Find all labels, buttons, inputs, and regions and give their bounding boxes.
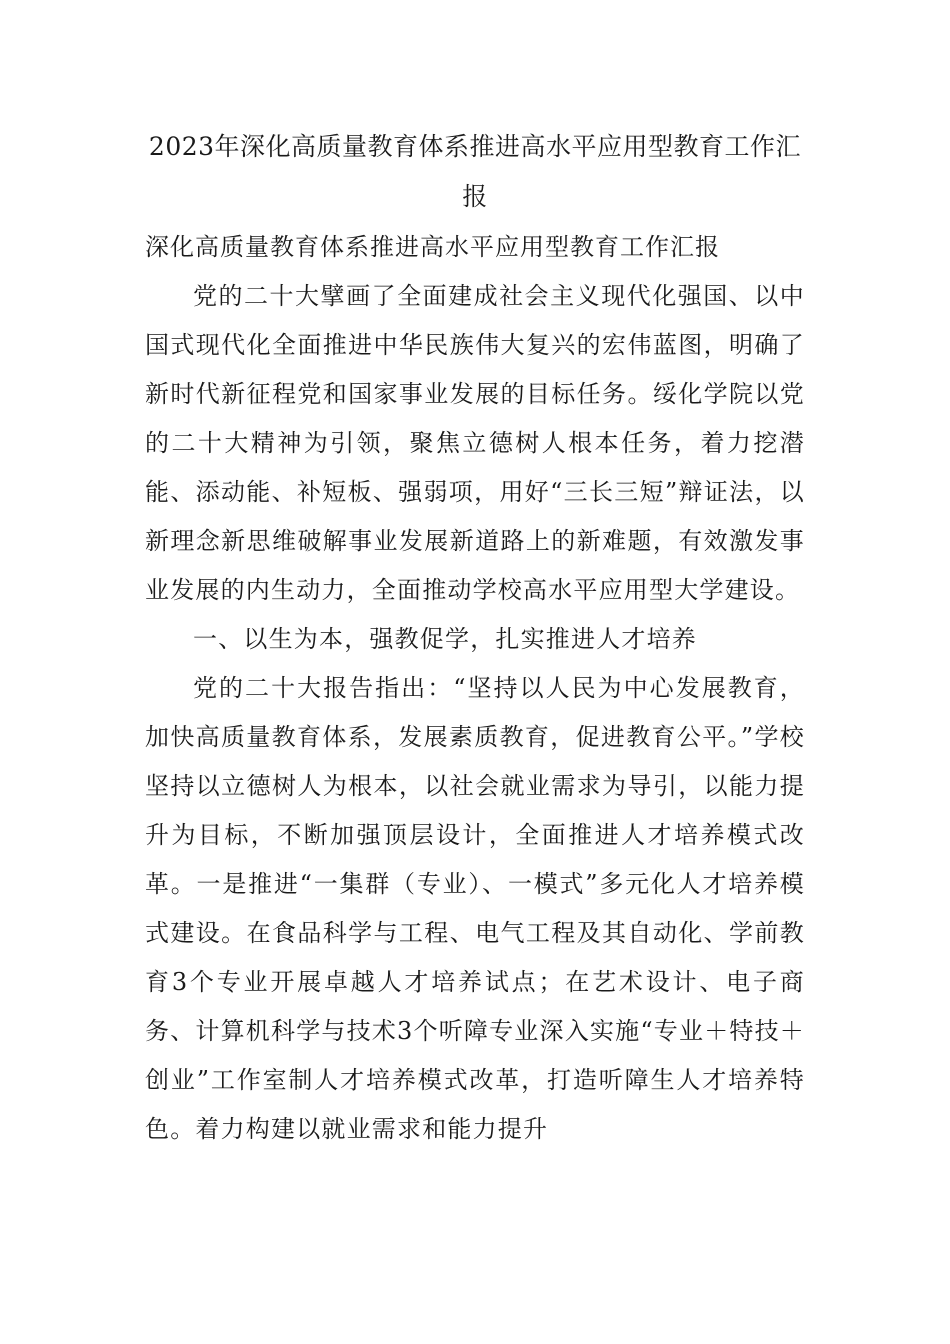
- section-heading: 一、以生为本，强教促学，扎实推进人才培养: [193, 625, 697, 653]
- document-title: 2023年深化高质量教育体系推进高水平应用型教育工作汇报: [148, 132, 802, 211]
- intro-paragraph: 党的二十大擘画了全面建成社会主义现代化强国、以中国式现代化全面推进中华民族伟大复兴的宏伟蓝图，明确了新时代新征程党和国家事业发展的目标任务。绥化学院以党的二十大精神为引领，聚焦立德树人根本任务，着力挖潜能、添动能、补短板、强弱项，用好“三长三短”辩证法，以新理念新思维破解事业发展新道路上的新难题，有效激发事业发展的内生动力，全面推动学校高水平应用型大学建设。: [145, 282, 805, 604]
- document-page: [145, 122, 805, 1154]
- document-subtitle: 深化高质量教育体系推进高水平应用型教育工作汇报: [145, 233, 720, 261]
- body-paragraph: 党的二十大报告指出：“坚持以人民为中心发展教育，加快高质量教育体系，发展素质教育，促进教育公平。”学校坚持以立德树人为根本，以社会就业需求为导引，以能力提升为目标，不断加强顶层设计，全面推进人才培养模式改革。一是推进“一集群（专业）、一模式”多元化人才培养模式建设。在食品科学与工程、电气工程及其自动化、学前教育3个专业开展卓越人才培养试点；在艺术设计、电子商务、计算机科学与技术3个听障专业深入实施“专业＋特技＋创业”工作室制人才培养模式改革，打造听障生人才培养特色。着力构建以就业需求和能力提升: [145, 674, 805, 1143]
